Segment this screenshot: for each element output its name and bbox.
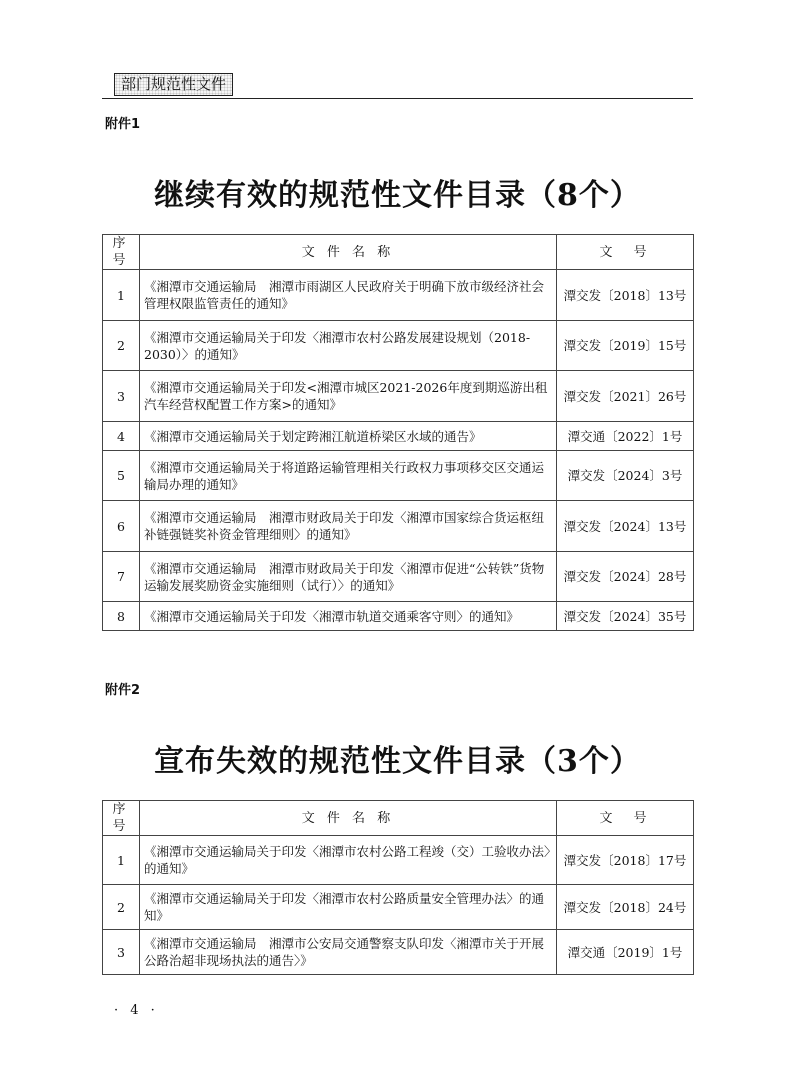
- row-no: 3: [103, 371, 140, 422]
- invalidated-documents-table: [102, 800, 694, 975]
- table-row: [103, 552, 694, 602]
- row-doc-number: 潭交发〔2024〕35号: [557, 602, 694, 631]
- row-doc-name: 《湘潭市交通运输局关于印发〈湘潭市农村公路工程竣（交）工验收办法〉的通知》: [140, 836, 557, 885]
- table-row: [103, 451, 694, 501]
- row-no: 3: [103, 930, 140, 975]
- row-doc-name: 《湘潭市交通运输局 湘潭市财政局关于印发〈湘潭市国家综合货运枢纽补链强链奖补资金管理细则〉的通知》: [140, 501, 557, 552]
- row-no: 2: [103, 885, 140, 930]
- table-row: [103, 602, 694, 631]
- row-doc-name: 《湘潭市交通运输局关于印发〈湘潭市农村公路发展建设规划（2018-2030）〉的通知》: [140, 321, 557, 371]
- valid-documents-table: [102, 234, 694, 631]
- row-doc-name: 《湘潭市交通运输局关于将道路运输管理相关行政权力事项移交区交通运输局办理的通知》: [140, 451, 557, 501]
- row-no: 1: [103, 836, 140, 885]
- row-doc-name: 《湘潭市交通运输局关于印发<湘潭市城区2021-2026年度到期巡游出租汽车经营权配置工作方案>的通知》: [140, 371, 557, 422]
- column-header-name: 文 件 名 称: [140, 235, 557, 270]
- row-doc-number: 潭交发〔2024〕3号: [557, 451, 694, 501]
- row-doc-name: 《湘潭市交通运输局关于印发〈湘潭市农村公路质量安全管理办法〉的通知》: [140, 885, 557, 930]
- table-header-row: [103, 801, 694, 836]
- row-no: 8: [103, 602, 140, 631]
- row-doc-name: 《湘潭市交通运输局 湘潭市雨湖区人民政府关于明确下放市级经济社会管理权限监管责任的通知》: [140, 270, 557, 321]
- row-no: 6: [103, 501, 140, 552]
- attachment-1-title: 继续有效的规范性文件目录（8个）: [154, 178, 641, 213]
- row-doc-name: 《湘潭市交通运输局关于印发〈湘潭市轨道交通乘客守则〉的通知》: [140, 602, 557, 631]
- section-header-label: 部门规范性文件: [114, 73, 233, 96]
- column-header-no: 序号: [103, 235, 140, 270]
- row-doc-number: 潭交发〔2018〕13号: [557, 270, 694, 321]
- row-no: 1: [103, 270, 140, 321]
- row-doc-number: 潭交发〔2024〕13号: [557, 501, 694, 552]
- table-row: [103, 422, 694, 451]
- table-row: [103, 885, 694, 930]
- table-row: [103, 371, 694, 422]
- page-number: · 4 ·: [114, 1003, 159, 1018]
- row-doc-name: 《湘潭市交通运输局 湘潭市公安局交通警察支队印发〈湘潭市关于开展公路治超非现场执法的通告〉》: [140, 930, 557, 975]
- row-doc-number: 潭交通〔2022〕1号: [557, 422, 694, 451]
- row-doc-number: 潭交发〔2018〕24号: [557, 885, 694, 930]
- row-doc-number: 潭交发〔2024〕28号: [557, 552, 694, 602]
- attachment-1-label: 附件1: [105, 117, 141, 132]
- row-no: 2: [103, 321, 140, 371]
- attachment-2-label: 附件2: [105, 683, 141, 698]
- table-header-row: [103, 235, 694, 270]
- header-divider: [102, 98, 693, 99]
- row-no: 7: [103, 552, 140, 602]
- row-doc-number: 潭交发〔2019〕15号: [557, 321, 694, 371]
- row-doc-name: 《湘潭市交通运输局 湘潭市财政局关于印发〈湘潭市促进“公转铁”货物运输发展奖励资金实施细则（试行）〉的通知》: [140, 552, 557, 602]
- row-doc-number: 潭交发〔2018〕17号: [557, 836, 694, 885]
- row-doc-name: 《湘潭市交通运输局关于划定跨湘江航道桥梁区水域的通告》: [140, 422, 557, 451]
- table-row: [103, 321, 694, 371]
- attachment-2-title: 宣布失效的规范性文件目录（3个）: [154, 744, 641, 779]
- table-row: [103, 270, 694, 321]
- row-doc-number: 潭交通〔2019〕1号: [557, 930, 694, 975]
- table-row: [103, 930, 694, 975]
- column-header-no: 序号: [103, 801, 140, 836]
- table-row: [103, 501, 694, 552]
- row-no: 5: [103, 451, 140, 501]
- row-no: 4: [103, 422, 140, 451]
- column-header-name: 文 件 名 称: [140, 801, 557, 836]
- column-header-doc-number: 文 号: [557, 801, 694, 836]
- row-doc-number: 潭交发〔2021〕26号: [557, 371, 694, 422]
- table-row: [103, 836, 694, 885]
- column-header-doc-number: 文 号: [557, 235, 694, 270]
